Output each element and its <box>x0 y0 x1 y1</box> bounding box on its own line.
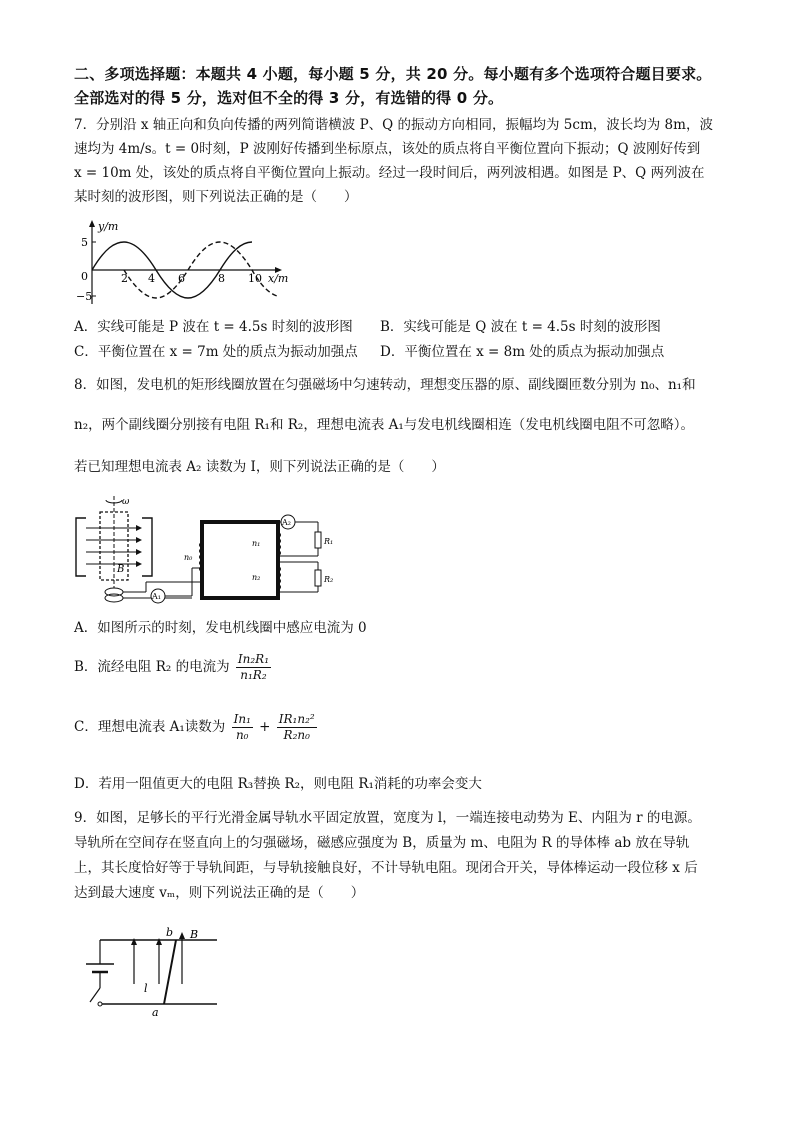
y-tick-neg5: −5 <box>76 290 93 303</box>
q8-option-c-frac1-numerator: In₁ <box>233 712 251 726</box>
field-b-label: B <box>190 928 199 941</box>
r2-label: R₂ <box>324 575 334 584</box>
q8-option-c-frac1-denominator: n₀ <box>235 728 249 742</box>
q7-options-row1 <box>74 316 724 338</box>
r1-label: R₁ <box>324 537 334 546</box>
x-tick-6: 6 <box>178 272 185 285</box>
q8-option-b[interactable] <box>74 652 273 683</box>
n2-label: n₂ <box>252 573 261 582</box>
field-label-b: B <box>117 564 125 575</box>
y-tick-5: 5 <box>81 236 88 249</box>
q8-stem-line1: 8．如图，发电机的矩形线圈放置在匀强磁场中匀速转动，理想变压器的原、副线圈匝数分别为 n₀、n₁和 <box>74 377 696 393</box>
q8-option-c-frac2-denominator: R₂n₀ <box>283 728 310 742</box>
y-tick-0: 0 <box>81 270 88 283</box>
q7-options-row2 <box>74 341 724 363</box>
ammeter-a1-label: A₁ <box>152 592 161 601</box>
q7-option-a[interactable]: A．实线可能是 P 波在 t = 4.5s 时刻的波形图 <box>74 319 353 335</box>
length-l-label: l <box>144 982 148 995</box>
x-tick-8: 8 <box>218 272 225 285</box>
q8-option-b-fraction <box>236 652 271 683</box>
omega-label: ω <box>122 497 130 507</box>
q7-wave-graph <box>72 218 292 310</box>
q8-option-a[interactable]: A．如图所示的时刻，发电机线圈中感应电流为 0 <box>74 620 367 636</box>
q7-option-d[interactable]: D．平衡位置在 x = 8m 处的质点为振动加强点 <box>380 344 665 360</box>
q9-stem-line3: 上，其长度恰好等于导轨间距，与导轨接触良好，不计导轨电阻。现闭合开关，导体棒运动一段位移 x 后 <box>74 860 698 876</box>
q8-option-c-frac2-numerator: IR₁n₂² <box>278 712 315 726</box>
q8-option-c-fraction2 <box>277 712 317 743</box>
q8-option-b-text: B．流经电阻 R₂ 的电流为 <box>74 659 230 675</box>
section-title: 二、多项选择题：本题共 4 小题，每小题 5 分，共 20 分。每小题有多个选项符合题目要求。全部选对的得 5 分，选对但不全的得 3 分，有选错的得 0 分。 <box>74 65 712 107</box>
q7-option-c[interactable]: C．平衡位置在 x = 7m 处的质点为振动加强点 <box>74 344 358 360</box>
q8-option-c[interactable] <box>74 712 319 743</box>
rod-end-b: b <box>166 926 174 939</box>
q9-stem-line2: 导轨所在空间存在竖直向上的匀强磁场，磁感应强度为 B，质量为 m、电阻为 R 的导体棒 ab 放在导轨 <box>74 835 690 851</box>
q9-stem-line1: 9．如图，足够长的平行光滑金属导轨水平固定放置，宽度为 l，一端连接电动势为 E、内阻为 r 的电源。 <box>74 810 701 826</box>
n1-label: n₁ <box>252 539 261 548</box>
q8-option-d[interactable]: D．若用一阻值更大的电阻 R₃替换 R₂，则电阻 R₁消耗的功率会变大 <box>74 776 482 792</box>
x-axis-label: x/m <box>268 272 289 285</box>
q8-stem-line2: n₂，两个副线圈分别接有电阻 R₁和 R₂，理想电流表 A₁与发电机线圈相连（发电机线圈电阻不可忽略）。 <box>74 417 695 433</box>
q8-stem-line3: 若已知理想电流表 A₂ 读数为 I，则下列说法正确的是（ ） <box>74 459 445 475</box>
q7-stem-line4: 某时刻的波形图，则下列说法正确的是（ ） <box>74 189 358 205</box>
x-tick-10: 10 <box>248 272 262 285</box>
q7-option-b[interactable]: B．实线可能是 Q 波在 t = 4.5s 时刻的波形图 <box>380 319 661 335</box>
q8-circuit-figure <box>72 492 332 610</box>
y-axis-label: y/m <box>98 220 119 233</box>
q8-option-c-plus: + <box>259 719 271 735</box>
x-tick-4: 4 <box>148 272 155 285</box>
q7-stem-line1: 7．分别沿 x 轴正向和负向传播的两列简谐横波 P、Q 的振动方向相同，振幅均为 5cm，波长均为 8m，波 <box>74 117 713 133</box>
q7-stem-line3: x = 10m 处，该处的质点将自平衡位置向上振动。经过一段时间后，两列波相遇。如图是 P、Q 两列波在 <box>74 165 705 181</box>
q8-option-b-denominator: n₁R₂ <box>240 668 267 682</box>
n0-label: n₀ <box>184 553 193 562</box>
q8-option-b-numerator: In₂R₁ <box>237 652 270 666</box>
q7-stem-line2: 速均为 4m/s。t = 0时刻，P 波刚好传播到坐标原点，该处的质点将自平衡位置向下振动；Q 波刚好传到 <box>74 141 701 157</box>
q8-option-c-fraction1 <box>232 712 253 743</box>
q9-rail-figure <box>72 922 232 1020</box>
q9-stem-line4: 达到最大速度 vₘ，则下列说法正确的是（ ） <box>74 885 365 901</box>
ammeter-a2-label: A₂ <box>282 518 291 527</box>
rod-end-a: a <box>152 1006 159 1019</box>
x-tick-2: 2 <box>121 272 128 285</box>
q8-option-c-text: C．理想电流表 A₁读数为 <box>74 719 226 735</box>
